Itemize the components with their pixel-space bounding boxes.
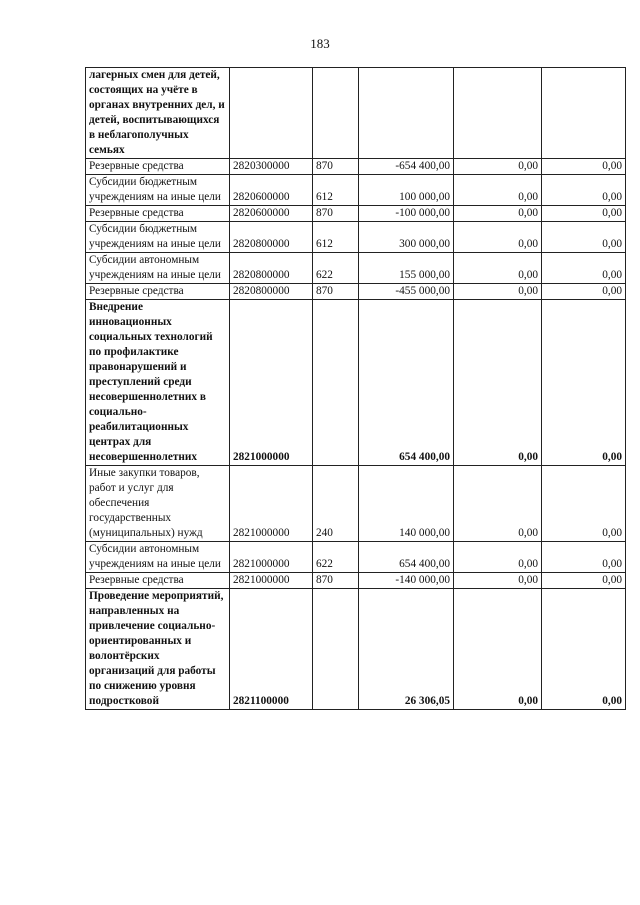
cell-code: 2821000000 [230, 542, 313, 573]
cell-sum-3: 0,00 [542, 573, 626, 589]
cell-expense-type: 622 [313, 542, 359, 573]
cell-sum-3: 0,00 [542, 284, 626, 300]
cell-expense-type [313, 300, 359, 466]
cell-code: 2820300000 [230, 159, 313, 175]
cell-code: 2820600000 [230, 206, 313, 222]
cell-sum-1: 26 306,05 [359, 589, 454, 710]
table-row [86, 253, 626, 284]
cell-sum-1: -140 000,00 [359, 573, 454, 589]
table-row [86, 175, 626, 206]
cell-sum-1: 155 000,00 [359, 253, 454, 284]
cell-sum-1: 140 000,00 [359, 466, 454, 542]
cell-name: Резервные средства [86, 284, 230, 300]
cell-sum-2: 0,00 [454, 573, 542, 589]
table-row [86, 300, 626, 466]
cell-sum-2: 0,00 [454, 159, 542, 175]
cell-name: Субсидии автономным учреждениям на иные цели [86, 542, 230, 573]
cell-sum-2: 0,00 [454, 222, 542, 253]
cell-expense-type: 870 [313, 284, 359, 300]
cell-code: 2820800000 [230, 253, 313, 284]
table-row [86, 573, 626, 589]
cell-sum-3: 0,00 [542, 466, 626, 542]
cell-code: 2821000000 [230, 573, 313, 589]
cell-code: 2821000000 [230, 466, 313, 542]
cell-sum-2: 0,00 [454, 175, 542, 206]
table-row [86, 466, 626, 542]
cell-name: лагерных смен для детей, состоящих на учёте в органах внутренних дел, и детей, воспитывающихся в неблагополучных семьях [86, 68, 230, 159]
cell-sum-2: 0,00 [454, 284, 542, 300]
cell-expense-type [313, 589, 359, 710]
cell-code: 2820600000 [230, 175, 313, 206]
cell-sum-3: 0,00 [542, 253, 626, 284]
table-row [86, 68, 626, 159]
cell-sum-1: -100 000,00 [359, 206, 454, 222]
cell-name: Резервные средства [86, 206, 230, 222]
cell-code: 2820800000 [230, 284, 313, 300]
cell-sum-1: -654 400,00 [359, 159, 454, 175]
cell-name: Субсидии бюджетным учреждениям на иные цели [86, 222, 230, 253]
table-row [86, 222, 626, 253]
cell-sum-1: 300 000,00 [359, 222, 454, 253]
cell-name: Внедрение инновационных социальных технологий по профилактике правонарушений и преступлений среди несовершеннолетних в социально-реабилитационных центрах для несовершеннолетних [86, 300, 230, 466]
cell-sum-2: 0,00 [454, 542, 542, 573]
table-row [86, 284, 626, 300]
budget-table [85, 67, 626, 710]
cell-name: Субсидии автономным учреждениям на иные цели [86, 253, 230, 284]
cell-sum-3: 0,00 [542, 206, 626, 222]
cell-sum-3: 0,00 [542, 542, 626, 573]
cell-sum-2: 0,00 [454, 300, 542, 466]
cell-expense-type: 240 [313, 466, 359, 542]
cell-sum-1: 654 400,00 [359, 542, 454, 573]
cell-sum-2: 0,00 [454, 206, 542, 222]
page-number: 183 [310, 36, 330, 51]
cell-sum-2 [454, 68, 542, 159]
cell-expense-type: 622 [313, 253, 359, 284]
cell-sum-2: 0,00 [454, 253, 542, 284]
cell-sum-1 [359, 68, 454, 159]
cell-sum-3: 0,00 [542, 222, 626, 253]
table-row [86, 542, 626, 573]
cell-expense-type: 612 [313, 222, 359, 253]
cell-expense-type [313, 68, 359, 159]
table-row [86, 206, 626, 222]
cell-expense-type: 870 [313, 159, 359, 175]
cell-sum-2: 0,00 [454, 466, 542, 542]
cell-name: Проведение мероприятий, направленных на привлечение социально-ориентированных и волонтёрских организаций для работы по снижению уровня подростковой [86, 589, 230, 710]
table-row [86, 159, 626, 175]
cell-name: Иные закупки товаров, работ и услуг для обеспечения государственных (муниципальных) нужд [86, 466, 230, 542]
cell-code: 2821000000 [230, 300, 313, 466]
cell-sum-2: 0,00 [454, 589, 542, 710]
cell-sum-3 [542, 68, 626, 159]
cell-sum-1: 100 000,00 [359, 175, 454, 206]
cell-sum-3: 0,00 [542, 589, 626, 710]
cell-sum-3: 0,00 [542, 175, 626, 206]
cell-expense-type: 870 [313, 573, 359, 589]
cell-sum-1: 654 400,00 [359, 300, 454, 466]
budget-table-body [86, 68, 626, 710]
cell-code [230, 68, 313, 159]
cell-name: Резервные средства [86, 573, 230, 589]
cell-code: 2820800000 [230, 222, 313, 253]
cell-expense-type: 612 [313, 175, 359, 206]
table-row [86, 589, 626, 710]
cell-expense-type: 870 [313, 206, 359, 222]
cell-name: Резервные средства [86, 159, 230, 175]
cell-name: Субсидии бюджетным учреждениям на иные цели [86, 175, 230, 206]
cell-code: 2821100000 [230, 589, 313, 710]
cell-sum-1: -455 000,00 [359, 284, 454, 300]
cell-sum-3: 0,00 [542, 159, 626, 175]
cell-sum-3: 0,00 [542, 300, 626, 466]
